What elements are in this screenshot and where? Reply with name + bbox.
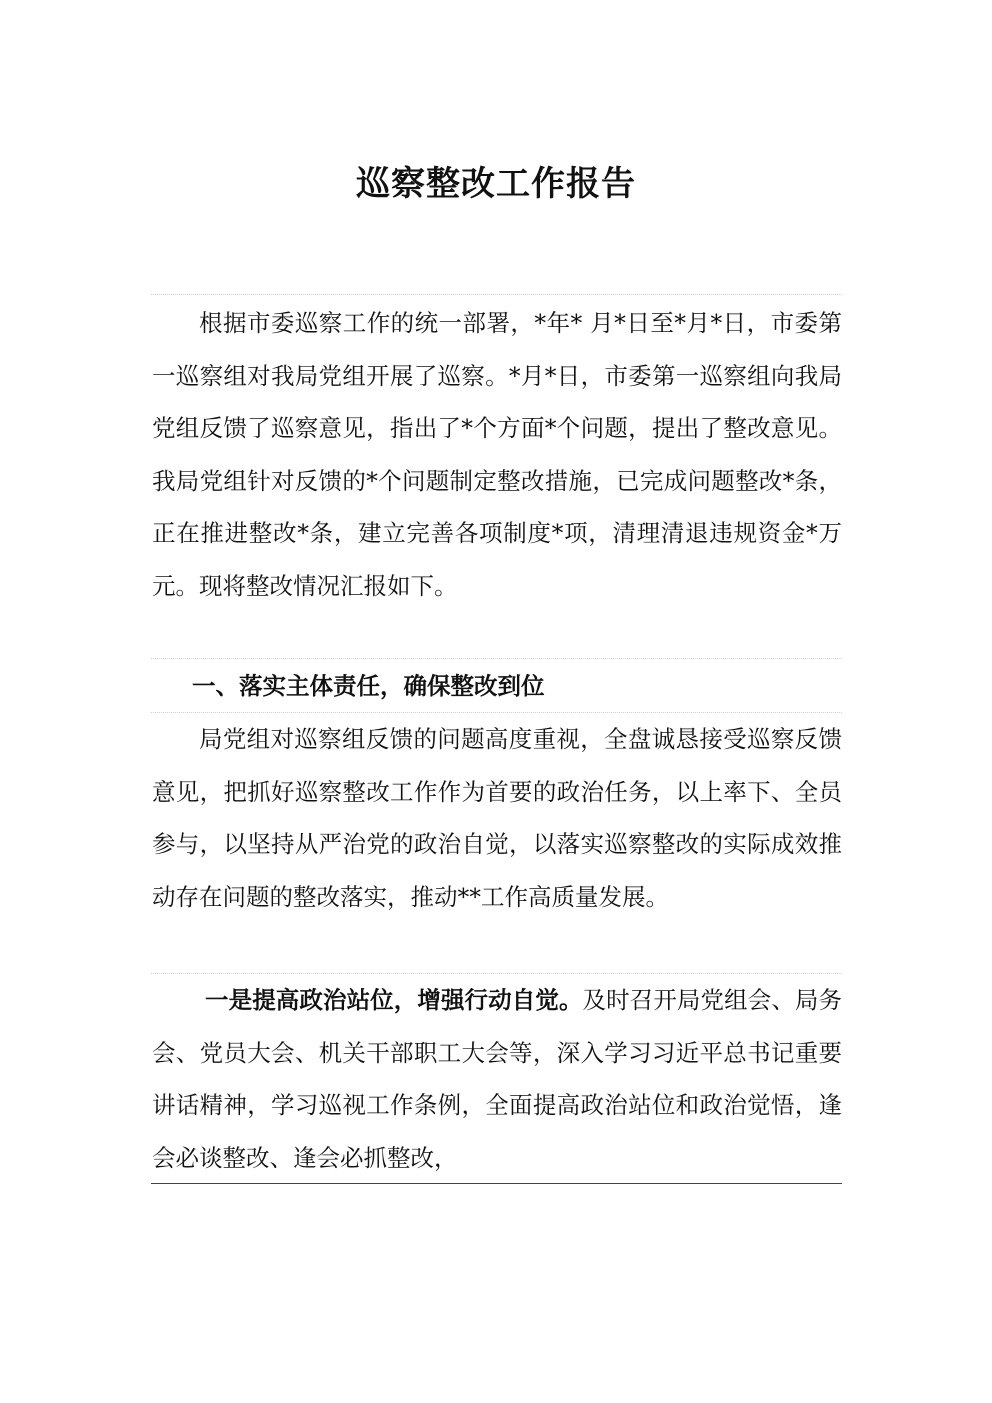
section-1-heading: 一、落实主体责任，确保整改到位 — [192, 672, 545, 700]
section-1-body-block — [152, 713, 842, 923]
item-1-block — [152, 974, 842, 1184]
intro-block — [152, 297, 842, 612]
page-bottom-rule — [151, 1183, 842, 1184]
item-1-lead: 一是提高政治站位，增强行动自觉。 — [205, 986, 583, 1014]
section-divider — [151, 294, 842, 295]
item-1-paragraph — [152, 974, 842, 1184]
item-1-body: 及时召开局党组会、局务会、党员大会、机关干部职工大会等，深入学习习近平总书记重要讲话精神，学习巡视工作条例，全面提高政治站位和政治觉悟，逢会必谈整改、逢会必抓整改， — [152, 986, 843, 1172]
document-title: 巡察整改工作报告 — [356, 164, 636, 204]
section-1-heading-block — [152, 660, 842, 713]
section-1-paragraph: 局党组对巡察组反馈的问题高度重视，全盘诚恳接受巡察反馈意见，把抓好巡察整改工作作为首要的政治任务，以上率下、全员参与，以坚持从严治党的政治自觉，以落实巡察整改的实际成效推动存在问题的整改落实，推动**工作高质量发展。 — [152, 725, 842, 911]
intro-paragraph: 根据市委巡察工作的统一部署，*年* 月*日至*月*日，市委第一巡察组对我局党组开展了巡察。*月*日，市委第一巡察组向我局党组反馈了巡察意见，指出了*个方面*个问题，提出了整改意见。我局党组针对反馈的*个问题制定整改措施，已完成问题整改*条，正在推进整改*条，建立完善各项制度*项，清理清退违规资金*万元。现将整改情况汇报如下。 — [152, 309, 842, 600]
section-divider — [151, 658, 842, 659]
